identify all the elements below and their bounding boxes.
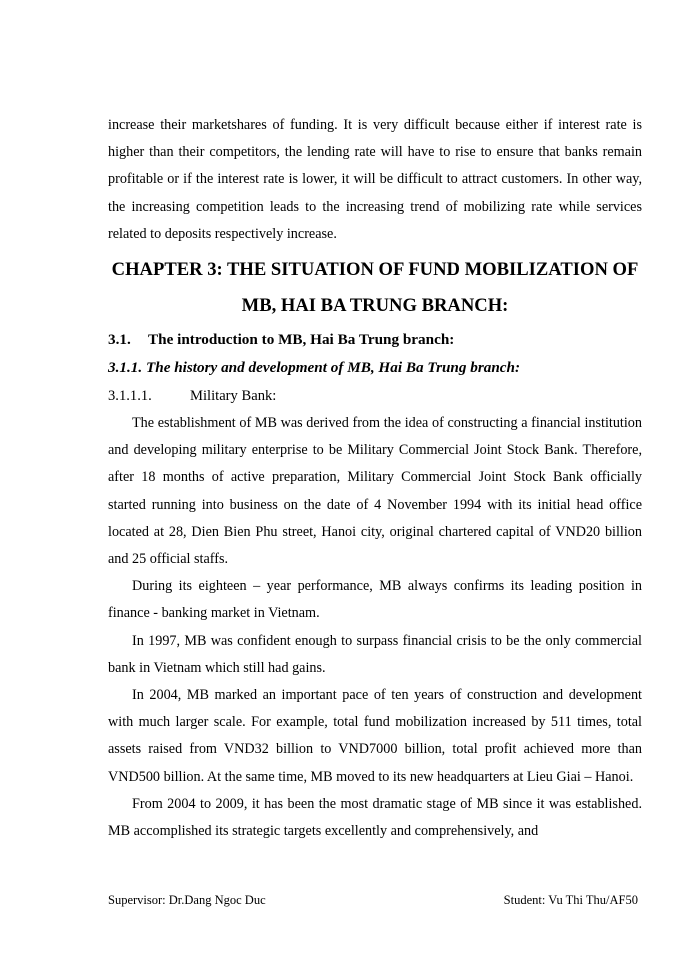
- section-heading: [108, 326, 642, 354]
- subsubsection-title: Military Bank:: [190, 388, 277, 405]
- body-paragraph-establishment: The establishment of MB was derived from the idea of constructing a financial institution and developing military enterprise to be Military Commercial Joint Stock Bank. Therefore, after 18 months of active preparation, Military Commercial Joint Stock Bank officially started running into business on the date of 4 November 1994 with its initial head office located at 28, Dien Bien Phu street, Hanoi city, original chartered capital of VND20 billion and 25 official staffs.: [108, 415, 642, 568]
- body-paragraph-1997: In 1997, MB was confident enough to surpass financial crisis to be the only commercial bank in Vietnam which still had gains.: [108, 632, 642, 676]
- chapter-heading-line-2: MB, HAI BA TRUNG BRANCH:: [241, 295, 509, 317]
- chapter-heading-line-1: CHAPTER 3: THE SITUATION OF FUND MOBILIZATION OF: [111, 259, 639, 281]
- subsubsection-heading: [108, 382, 642, 410]
- body-paragraph-2004-2009: From 2004 to 2009, it has been the most dramatic stage of MB since it was established. MB accomplished its strategic targets excellently and comprehensively, and: [108, 795, 642, 840]
- section-number: 3.1.: [108, 331, 131, 349]
- body-paragraph-2004: In 2004, MB marked an important pace of ten years of construction and development with much larger scale. For example, total fund mobilization increased by 511 times, total assets raised from VND32 billion to VND7000 billion, total profit achieved more than VND500 billion. At the same time, MB moved to its new headquarters at Lieu Giai – Hanoi.: [108, 687, 642, 785]
- intro-paragraph: increase their marketshares of funding. It is very difficult because either if interest rate is higher than their competitors, the lending rate will have to rise to ensure that banks remain profitable or if the interest rate is lower, it will be difficult to attract customers. In other way, the increasing competition leads to the increasing trend of mobilizing rate while services related to deposits respectively increase.: [108, 117, 642, 242]
- body-paragraph-performance: During its eighteen – year performance, MB always confirms its leading position in finance - banking market in Vietnam.: [108, 578, 642, 622]
- page-footer: [108, 893, 638, 908]
- subsubsection-number: 3.1.1.1.: [108, 388, 152, 405]
- subsection-heading: 3.1.1. The history and development of MB, Hai Ba Trung branch:: [108, 359, 521, 377]
- footer-supervisor: Supervisor: Dr.Dang Ngoc Duc: [108, 893, 266, 907]
- page-body: [108, 112, 642, 845]
- section-title: The introduction to MB, Hai Ba Trung branch:: [148, 331, 455, 349]
- footer-student: Student: Vu Thi Thu/AF50: [503, 893, 638, 907]
- chapter-heading: [108, 252, 642, 324]
